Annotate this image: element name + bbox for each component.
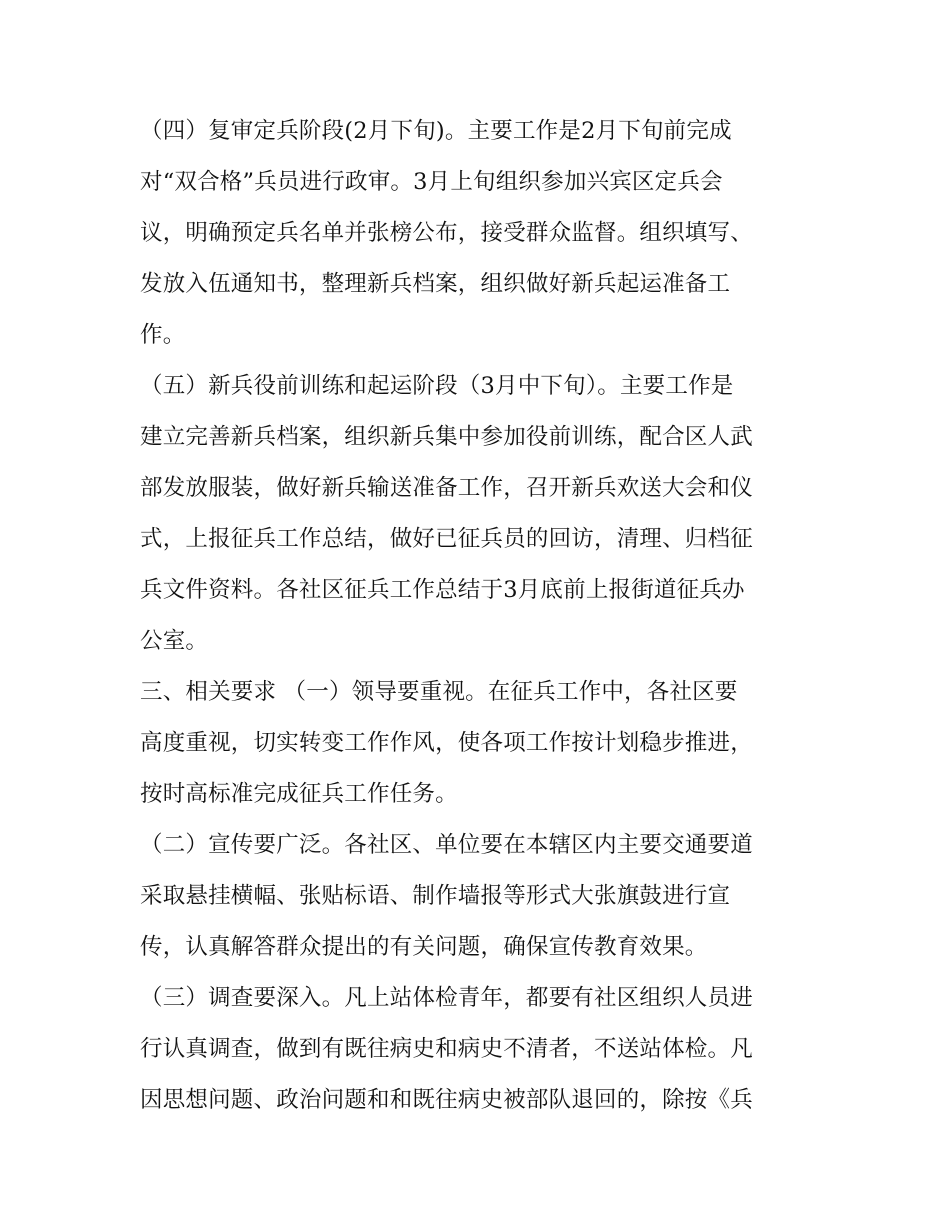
- text-line: 按时高标准完成征兵工作任务。: [140, 781, 458, 807]
- text-line: 议，明确预定兵名单并张榜公布，接受群众监督。组织填写、: [140, 220, 753, 246]
- text-line: 采取悬挂横幅、张贴标语、制作墙报等形式大张旗鼓进行宣: [140, 883, 731, 909]
- text-line: 三、相关要求 （一）领导要重视。在征兵工作中，各社区要: [140, 679, 738, 705]
- text-line: 式，上报征兵工作总结，做好已征兵员的回访，清理、归档征: [140, 526, 753, 552]
- text-line: （四）复审定兵阶段(2月下旬)。主要工作是2月下旬前完成: [140, 118, 732, 144]
- text-line: 兵文件资料。各社区征兵工作总结于3月底前上报街道征兵办: [140, 577, 745, 603]
- text-line: 高度重视，切实转变工作作风，使各项工作按计划稳步推进，: [140, 730, 753, 756]
- text-line: （二）宣传要广泛。各社区、单位要在本辖区内主要交通要道: [140, 832, 753, 858]
- text-line: 发放入伍通知书，整理新兵档案，组织做好新兵起运准备工: [140, 271, 731, 297]
- text-line: （五）新兵役前训练和起运阶段（3月中下旬）。主要工作是: [140, 373, 734, 399]
- text-line: 公室。: [140, 628, 209, 654]
- text-line: 行认真调查，做到有既往病史和病史不清者，不送站体检。凡: [140, 1036, 753, 1062]
- text-line: （三）调查要深入。凡上站体检青年，都要有社区组织人员进: [140, 985, 753, 1011]
- text-line: 对“双合格”兵员进行政审。3月上旬组织参加兴宾区定兵会: [140, 169, 723, 195]
- text-line: 建立完善新兵档案，组织新兵集中参加役前训练，配合区人武: [140, 424, 753, 450]
- body-text: [140, 106, 820, 1126]
- text-line: 传，认真解答群众提出的有关问题，确保宣传教育效果。: [140, 934, 708, 960]
- text-line: 因思想问题、政治问题和和既往病史被部队退回的，除按《兵: [140, 1087, 753, 1113]
- text-line: 部发放服装，做好新兵输送准备工作，召开新兵欢送大会和仪: [140, 475, 753, 501]
- text-line: 作。: [140, 322, 186, 348]
